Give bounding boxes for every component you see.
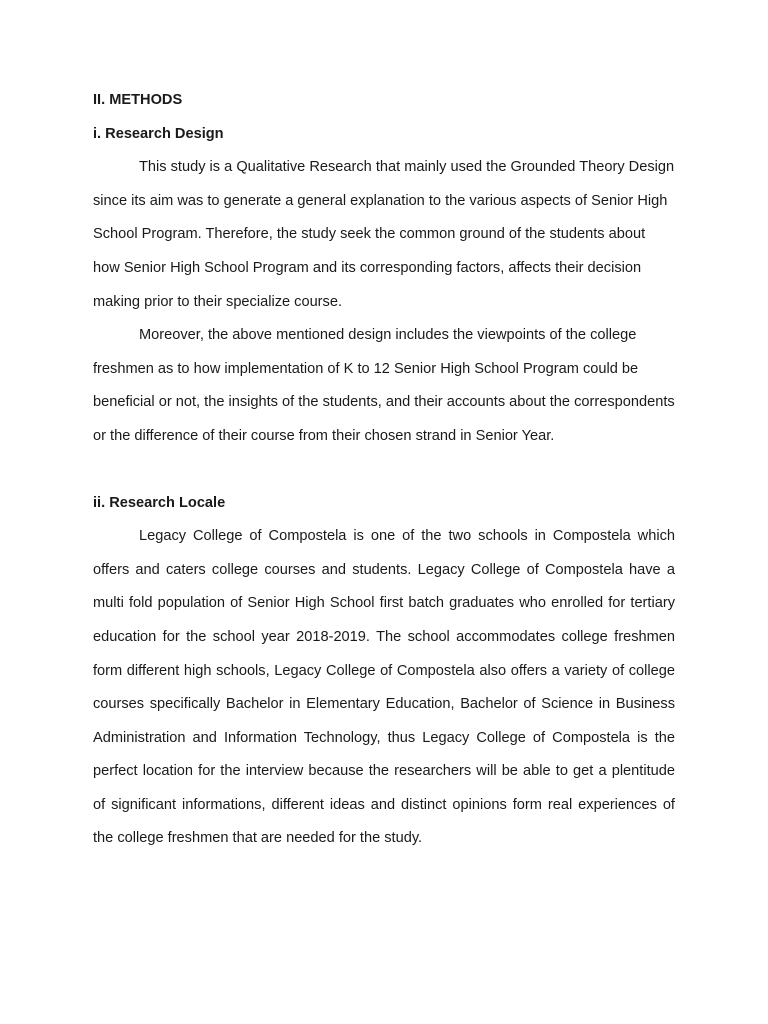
research-design-heading: i. Research Design [93, 125, 224, 142]
document-page [93, 84, 675, 856]
research-locale-heading: ii. Research Locale [93, 494, 226, 511]
research-design-paragraph-2: Moreover, the above mentioned design includes the viewpoints of the college freshmen as to how implementation of K to 12 Senior High School Program could be beneficial or not, the insights of the students, and their accounts about the correspondents or the difference of their course from their chosen strand in Senior Year. [93, 327, 675, 444]
section-title: II. METHODS [93, 92, 183, 108]
section-spacer [93, 454, 675, 487]
research-design-paragraph-1: This study is a Qualitative Research that mainly used the Grounded Theory Design since its aim was to generate a general explanation to the various aspects of Senior High School Program. Therefore, the study seek the common ground of the students about how Senior High School Program and its corresponding factors, affects their decision making prior to their specialize course. [93, 159, 675, 310]
research-locale-paragraph-1: Legacy College of Compostela is one of the two schools in Compostela which offers and caters college courses and students. Legacy College of Compostela have a multi fold population of Senior High School first batch graduates who enrolled for tertiary education for the school year 2018-2019. The school accommodates college freshmen form different high schools, Legacy College of Compostela also offers a variety of college courses specifically Bachelor in Elementary Education, Bachelor of Science in Business Administration and Information Technology, thus Legacy College of Compostela is the perfect location for the interview because the researchers will be able to get a plentitude of significant informations, different ideas and distinct opinions form real experiences of the college freshmen that are needed for the study. [93, 528, 675, 847]
